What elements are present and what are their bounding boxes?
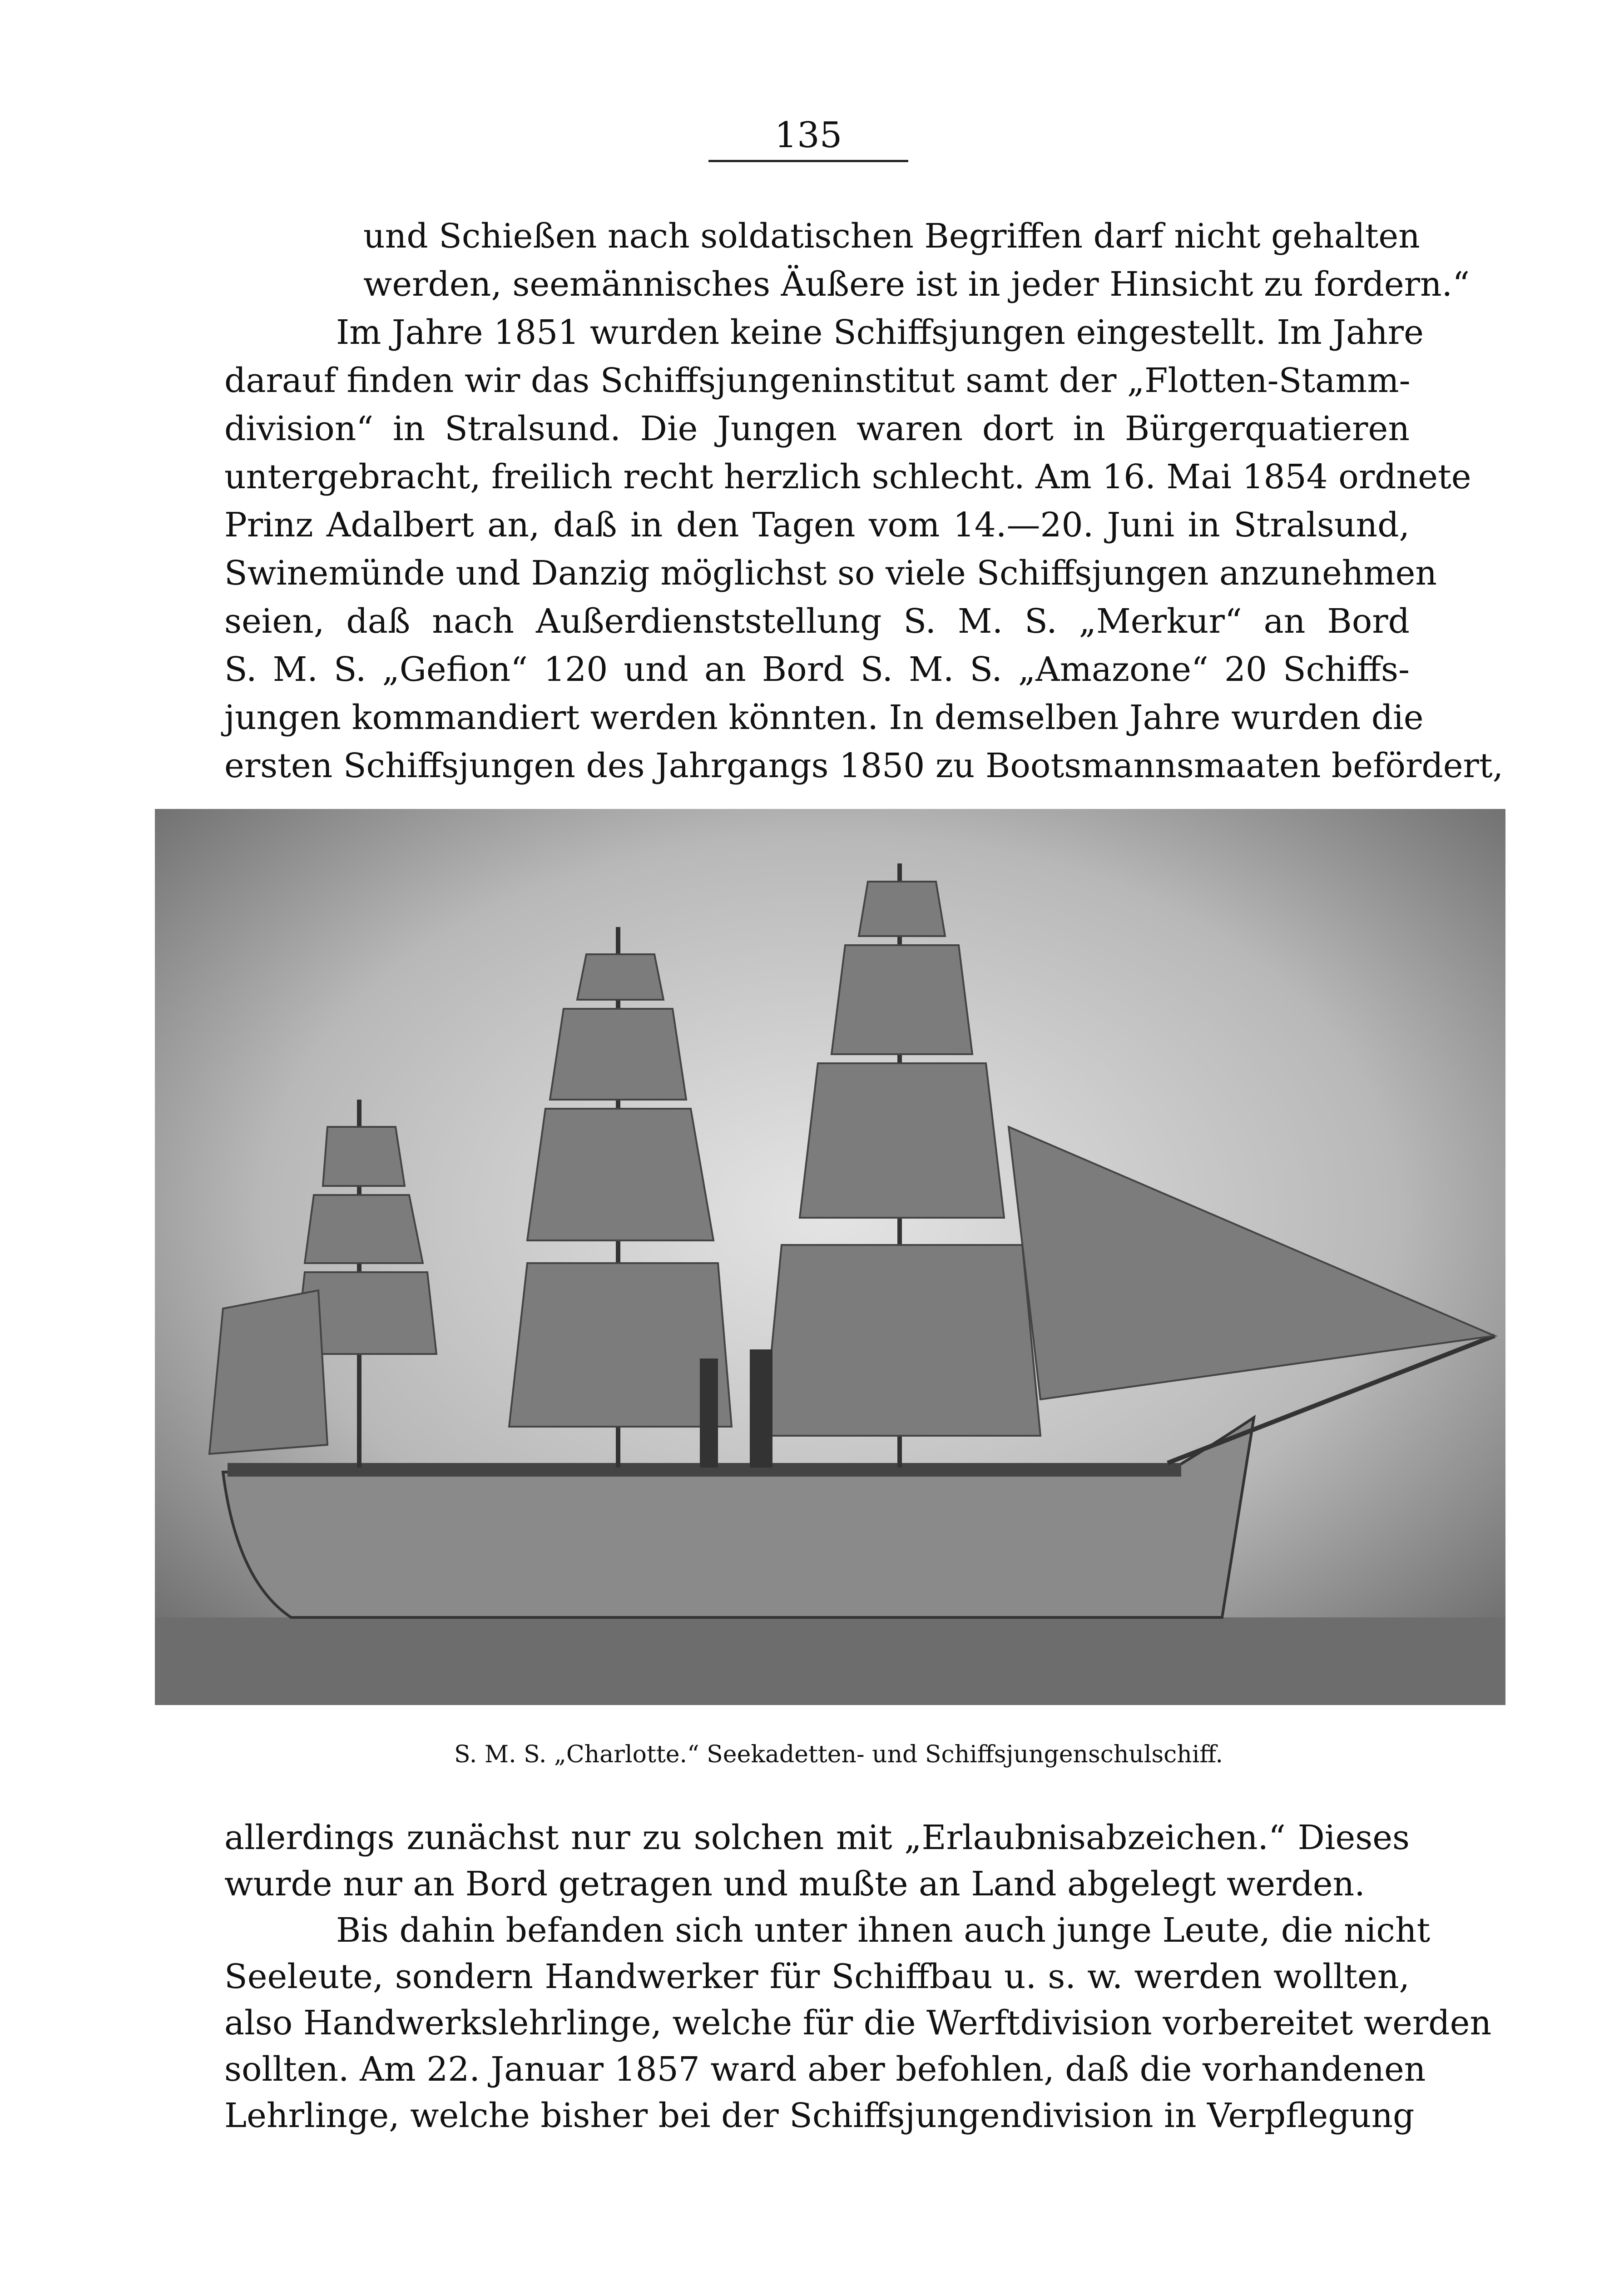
text-line: ersten Schiffsjungen des Jahrgangs 1850 zu Bootsmannsmaaten befördert, [224, 746, 1504, 785]
text-line: Seeleute, sondern Handwerker für Schiffbau u. s. w. werden wollten, [224, 1957, 1410, 1996]
text-line: darauf finden wir das Schiffsjungeninstitut samt der „Flotten-Stamm- [224, 361, 1411, 400]
text-line: allerdings zunächst nur zu solchen mit „Erlaubnisabzeichen.“ Dieses [224, 1818, 1410, 1857]
text-line: sollten. Am 22. Januar 1857 ward aber befohlen, daß die vorhandenen [224, 2050, 1426, 2089]
text-line: division“ in Stralsund. Die Jungen waren dort in Bürgerquatieren [224, 409, 1410, 448]
page-number-rule [708, 160, 908, 162]
text-line: wurde nur an Bord getragen und mußte an Land abgelegt werden. [224, 1864, 1365, 1904]
text-line: Im Jahre 1851 wurden keine Schiffsjungen eingestellt. Im Jahre [336, 313, 1424, 352]
text-line: jungen kommandiert werden könnten. In demselben Jahre wurden die [224, 698, 1424, 737]
figure-caption: S. M. S. „Charlotte.“ Seekadetten- und Schiffsjungenschulschiff. [454, 1741, 1223, 1768]
text-line: untergebracht, freilich recht herzlich schlecht. Am 16. Mai 1854 ordnete [224, 457, 1471, 496]
text-line: werden, seemännisches Äußere ist in jeder Hinsicht zu fordern.“ [363, 265, 1470, 304]
text-line: seien, daß nach Außerdienststellung S. M. S. „Merkur“ an Bord [224, 602, 1410, 641]
ship-photo-svg [155, 809, 1505, 1705]
text-line: also Handwerkslehrlinge, welche für die Werftdivision vorbereitet werden [224, 2003, 1492, 2043]
text-line: Swinemünde und Danzig möglichst so viele Schiffsjungen anzunehmen [224, 554, 1437, 593]
text-line: S. M. S. „Gefion“ 120 und an Bord S. M. S. „Amazone“ 20 Schiffs- [224, 650, 1410, 689]
text-line: und Schießen nach soldatischen Begriffen darf nicht gehalten [363, 217, 1420, 256]
page-number: 135 [774, 115, 842, 156]
text-line: Bis dahin befanden sich unter ihnen auch junge Leute, die nicht [336, 1911, 1431, 1950]
text-line: Lehrlinge, welche bisher bei der Schiffsjungendivision in Verpflegung [224, 2096, 1415, 2135]
text-line: Prinz Adalbert an, daß in den Tagen vom 14.—20. Juni in Stralsund, [224, 506, 1410, 545]
ship-illustration [155, 809, 1505, 1705]
